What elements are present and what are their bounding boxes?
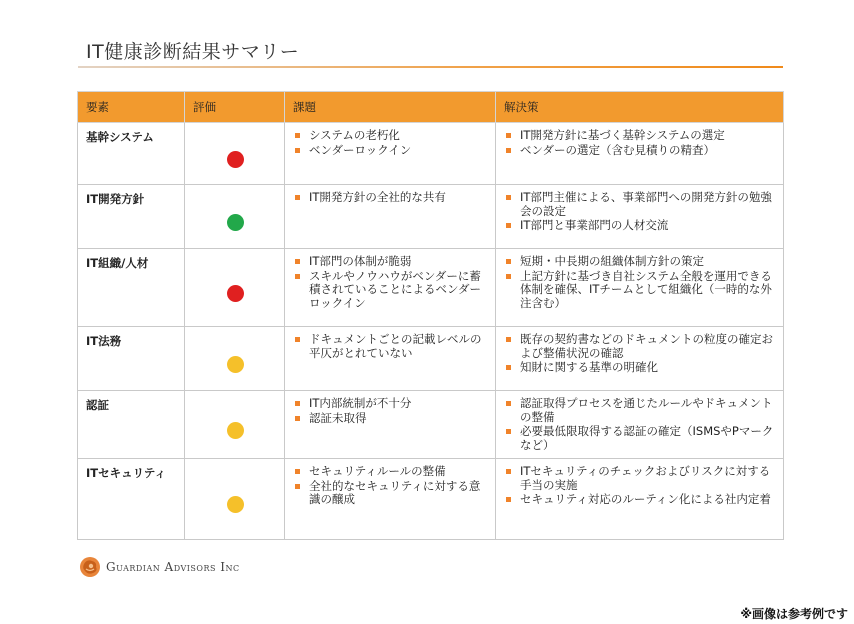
solutions-cell xyxy=(496,459,784,540)
factor-cell: ITセキュリティ xyxy=(78,459,185,540)
list-item: ベンダーの選定（含む見積りの精査） xyxy=(506,144,777,158)
issues-list xyxy=(285,249,495,315)
table-row xyxy=(78,459,784,540)
solutions-list xyxy=(496,327,783,380)
list-item: 短期・中長期の組織体制方針の策定 xyxy=(506,255,777,269)
issues-cell xyxy=(285,249,496,327)
solutions-cell xyxy=(496,327,784,391)
list-item: スキルやノウハウがベンダーに蓄積されていることによるベンダーロックイン xyxy=(295,270,489,311)
issues-cell xyxy=(285,327,496,391)
solutions-list xyxy=(496,459,783,512)
solutions-cell xyxy=(496,391,784,459)
list-item: 全社的なセキュリティに対する意識の醸成 xyxy=(295,480,489,507)
factor-cell: 認証 xyxy=(78,391,185,459)
rating-cell xyxy=(185,123,285,185)
lion-emblem-icon xyxy=(79,556,101,578)
solutions-list xyxy=(496,185,783,238)
factor-cell: IT開発方針 xyxy=(78,185,185,249)
factor-cell: IT組織/人材 xyxy=(78,249,185,327)
header-factor: 要素 xyxy=(78,92,185,123)
list-item: セキュリティルールの整備 xyxy=(295,465,489,479)
issues-cell xyxy=(285,391,496,459)
issues-list xyxy=(285,123,495,162)
list-item: 知財に関する基準の明確化 xyxy=(506,361,777,375)
rating-red-dot xyxy=(227,151,244,168)
page-title: IT健康診断結果サマリー xyxy=(86,41,300,63)
rating-cell xyxy=(185,249,285,327)
solutions-cell xyxy=(496,185,784,249)
issues-list xyxy=(285,327,495,365)
rating-red-dot xyxy=(227,285,244,302)
footnote: ※画像は参考例です xyxy=(740,607,848,621)
list-item: セキュリティ対応のルーティン化による社内定着 xyxy=(506,493,777,507)
header-issues: 課題 xyxy=(285,92,496,123)
header-solutions: 解決策 xyxy=(496,92,784,123)
issues-list xyxy=(285,391,495,430)
rating-cell xyxy=(185,327,285,391)
solutions-cell xyxy=(496,249,784,327)
list-item: システムの老朽化 xyxy=(295,129,489,143)
issues-cell xyxy=(285,185,496,249)
rating-green-dot xyxy=(227,214,244,231)
list-item: 既存の契約書などのドキュメントの粒度の確定および整備状況の確認 xyxy=(506,333,777,360)
rating-yellow-dot xyxy=(227,356,244,373)
factor-cell: IT法務 xyxy=(78,327,185,391)
summary-table xyxy=(77,91,784,540)
list-item: IT部門主催による、事業部門への開発方針の勉強会の設定 xyxy=(506,191,777,218)
header-rating: 評価 xyxy=(185,92,285,123)
issues-cell xyxy=(285,459,496,540)
table-row xyxy=(78,123,784,185)
rating-yellow-dot xyxy=(227,422,244,439)
list-item: 上記方針に基づき自社システム全般を運用できる体制を確保、ITチームとして組織化（一時的な外注含む） xyxy=(506,270,777,311)
list-item: 認証取得プロセスを通じたルールやドキュメントの整備 xyxy=(506,397,777,424)
table-row xyxy=(78,327,784,391)
solutions-cell xyxy=(496,123,784,185)
list-item: 必要最低限取得する認証の確定（ISMSやPマークなど） xyxy=(506,425,777,452)
list-item: ベンダーロックイン xyxy=(295,144,489,158)
table-header-row xyxy=(78,92,784,123)
table-row xyxy=(78,391,784,459)
company-logo xyxy=(79,556,240,578)
table-row xyxy=(78,185,784,249)
issues-cell xyxy=(285,123,496,185)
rating-cell xyxy=(185,459,285,540)
issues-list xyxy=(285,459,495,512)
list-item: ITセキュリティのチェックおよびリスクに対する手当の実施 xyxy=(506,465,777,492)
rating-yellow-dot xyxy=(227,496,244,513)
rating-cell xyxy=(185,185,285,249)
solutions-list xyxy=(496,391,783,457)
list-item: 認証未取得 xyxy=(295,412,489,426)
title-underline xyxy=(78,66,783,68)
table-row xyxy=(78,249,784,327)
solutions-list xyxy=(496,249,783,315)
solutions-list xyxy=(496,123,783,162)
list-item: IT開発方針に基づく基幹システムの選定 xyxy=(506,129,777,143)
factor-cell: 基幹システム xyxy=(78,123,185,185)
list-item: ドキュメントごとの記載レベルの平仄がとれていない xyxy=(295,333,489,360)
list-item: IT部門と事業部門の人材交流 xyxy=(506,219,777,233)
list-item: IT内部統制が不十分 xyxy=(295,397,489,411)
list-item: IT開発方針の全社的な共有 xyxy=(295,191,489,205)
list-item: IT部門の体制が脆弱 xyxy=(295,255,489,269)
issues-list xyxy=(285,185,495,210)
rating-cell xyxy=(185,391,285,459)
logo-text: Guardian Advisors Inc xyxy=(106,560,240,574)
